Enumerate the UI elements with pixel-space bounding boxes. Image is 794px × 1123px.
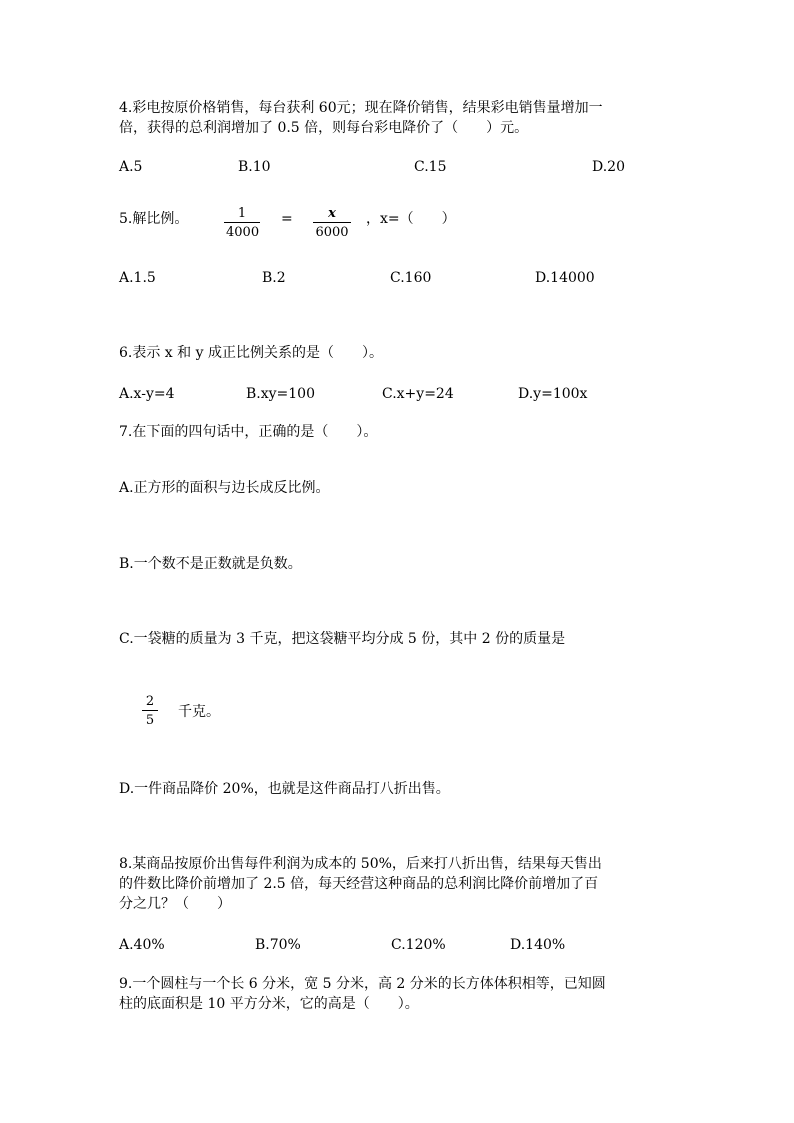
q7-option-c-fraction — [142, 694, 158, 728]
q5-fraction-1 — [224, 206, 260, 240]
q5-fraction-2-denominator: 6000 — [315, 225, 349, 240]
q5-option-a: A.1.5 — [119, 270, 156, 286]
q5-suffix: ，x=（ ） — [366, 211, 456, 227]
q7-option-d: D.一件商品降价 20%，也就是这件商品打八折出售。 — [119, 781, 450, 797]
q7-option-c-fraction-numerator: 2 — [145, 694, 155, 709]
q7-text: 7.在下面的四句话中，正确的是（ ）。 — [119, 424, 378, 440]
q6-text: 6.表示 x 和 y 成正比例关系的是（ ）。 — [119, 345, 383, 361]
q4-option-d: D.20 — [592, 159, 625, 175]
q6-option-c: C.x+y=24 — [382, 386, 454, 402]
q6-option-d: D.y=100x — [518, 386, 588, 402]
q7-option-c: C.一袋糖的质量为 3 千克，把这袋糖平均分成 5 份，其中 2 份的质量是 — [119, 631, 566, 647]
q6-option-b: B.xy=100 — [246, 386, 315, 402]
q8-line-1: 8.某商品按原价出售每件利润为成本的 50%，后来打八折出售，结果每天售出 — [119, 856, 602, 872]
q8-line-3: 分之几？（ ） — [119, 896, 231, 912]
q8-option-a: A.40% — [119, 937, 165, 953]
q5-option-d: D.14000 — [535, 270, 595, 286]
q5-prefix: 5.解比例。 — [119, 211, 189, 227]
q4-line-1: 4.彩电按原价格销售，每台获利 60元；现在降价销售，结果彩电销售量增加一 — [119, 100, 603, 116]
q5-option-b: B.2 — [262, 270, 286, 286]
q8-option-b: B.70% — [255, 937, 301, 953]
fraction-bar — [142, 710, 158, 711]
q8-line-2: 的件数比降价前增加了 2.5 倍，每天经营这种商品的总利润比降价前增加了百 — [119, 876, 599, 892]
q4-option-b: B.10 — [238, 159, 271, 175]
q5-fraction-2 — [313, 206, 351, 240]
q4-option-a: A.5 — [119, 159, 143, 175]
q7-option-a: A.正方形的面积与边长成反比例。 — [119, 480, 330, 496]
q8-option-d: D.140% — [510, 937, 566, 953]
q6-option-a: A.x-y=4 — [119, 386, 175, 402]
q5-option-c: C.160 — [390, 270, 432, 286]
fraction-bar — [313, 222, 351, 223]
q7-option-c-unit: 千克。 — [178, 704, 220, 720]
q4-option-c: C.15 — [414, 159, 447, 175]
q7-option-c-fraction-denominator: 5 — [145, 713, 155, 728]
q5-fraction-1-denominator: 4000 — [226, 225, 260, 240]
q5-equals: = — [281, 211, 293, 227]
q7-option-b: B.一个数不是正数就是负数。 — [119, 556, 302, 572]
q9-line-1: 9.一个圆柱与一个长 6 分米，宽 5 分米，高 2 分米的长方体体积相等，已知圆 — [119, 976, 606, 992]
q9-line-2: 柱的底面积是 10 平方分米，它的高是（ ）。 — [119, 996, 419, 1012]
q5-fraction-1-numerator: 1 — [237, 206, 247, 221]
fraction-bar — [224, 222, 260, 223]
q5-fraction-2-numerator: x — [328, 206, 336, 221]
q8-option-c: C.120% — [391, 937, 446, 953]
q4-line-2: 倍，获得的总利润增加了 0.5 倍，则每台彩电降价了（ ）元。 — [119, 120, 529, 136]
